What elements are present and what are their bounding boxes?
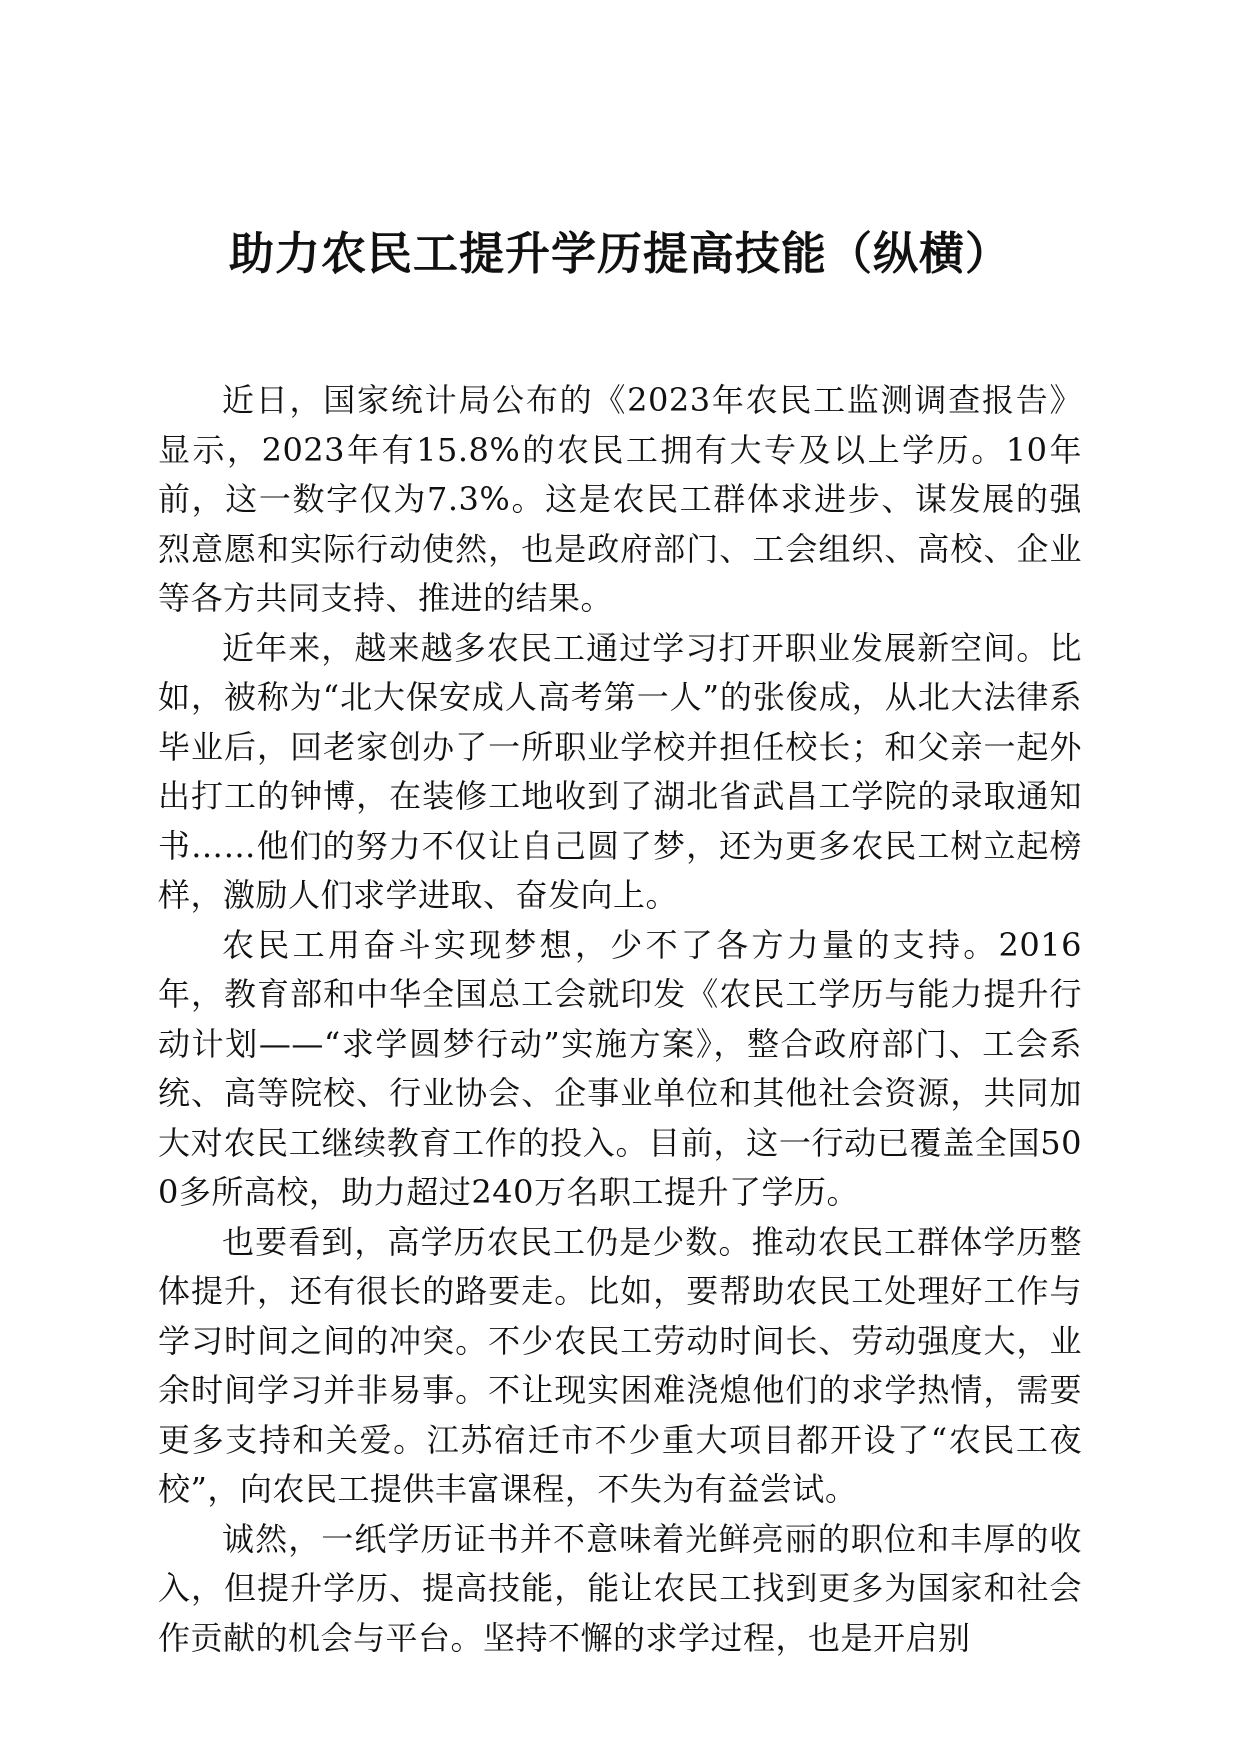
article-body bbox=[158, 376, 1082, 1663]
paragraph-5: 诚然，一纸学历证书并不意味着光鲜亮丽的职位和丰厚的收入，但提升学历、提高技能，能让农民工找到更多为国家和社会作贡献的机会与平台。坚持不懈的求学过程，也是开启别 bbox=[158, 1519, 1082, 1657]
paragraph-4: 也要看到，高学历农民工仍是少数。推动农民工群体学历整体提升，还有很长的路要走。比如，要帮助农民工处理好工作与学习时间之间的冲突。不少农民工劳动时间长、劳动强度大，业余时间学习并非易事。不让现实困难浇熄他们的求学热情，需要更多支持和关爱。江苏宿迁市不少重大项目都开设了“农民工夜校”，向农民工提供丰富课程，不失为有益尝试。 bbox=[158, 1222, 1082, 1508]
paragraph-3: 农民工用奋斗实现梦想，少不了各方力量的支持。2016年，教育部和中华全国总工会就印发《农民工学历与能力提升行动计划——“求学圆梦行动”实施方案》，整合政府部门、工会系统、高等院校、行业协会、企事业单位和其他社会资源，共同加大对农民工继续教育工作的投入。目前，这一行动已覆盖全国500多所高校，助力超过240万名职工提升了学历。 bbox=[158, 925, 1082, 1211]
paragraph-2: 近年来，越来越多农民工通过学习打开职业发展新空间。比如，被称为“北大保安成人高考第一人”的张俊成，从北大法律系毕业后，回老家创办了一所职业学校并担任校长；和父亲一起外出打工的钟博，在装修工地收到了湖北省武昌工学院的录取通知书……他们的努力不仅让自己圆了梦，还为更多农民工树立起榜样，激励人们求学进取、奋发向上。 bbox=[158, 628, 1082, 914]
paragraph-1: 近日，国家统计局公布的《2023年农民工监测调查报告》显示，2023年有15.8%的农民工拥有大专及以上学历。10年前，这一数字仅为7.3%。这是农民工群体求进步、谋发展的强烈意愿和实际行动使然，也是政府部门、工会组织、高校、企业等各方共同支持、推进的结果。 bbox=[158, 381, 1082, 617]
document-title: 助力农民工提升学历提高技能（纵横） bbox=[228, 227, 1011, 280]
